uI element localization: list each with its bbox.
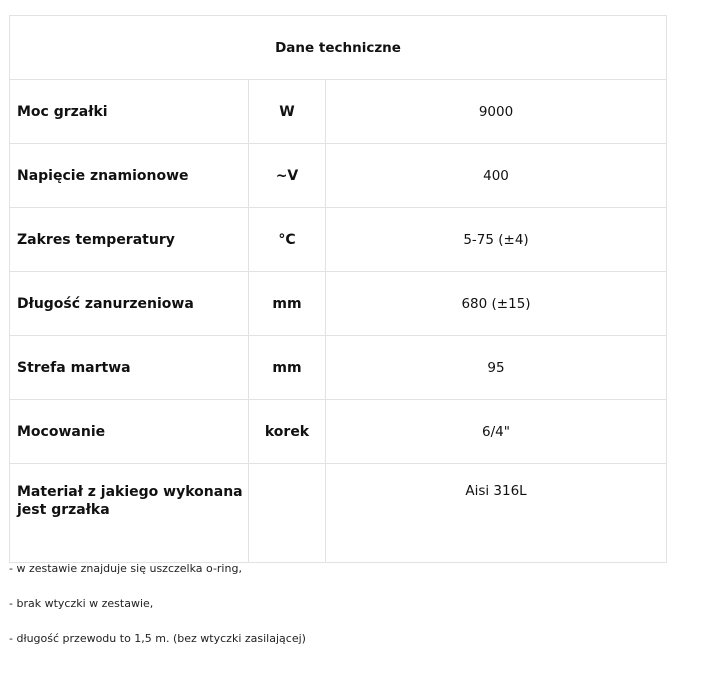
param-value: 9000: [326, 80, 667, 144]
note-item: - brak wtyczki w zestawie,: [9, 597, 154, 610]
param-name: Moc grzałki: [10, 80, 249, 144]
param-value: 6/4": [326, 400, 667, 464]
table-row: [10, 208, 667, 272]
note-item: - długość przewodu to 1,5 m. (bez wtyczki zasilającej): [9, 632, 306, 645]
notes-list: [9, 562, 306, 667]
table-row: [10, 336, 667, 400]
table-title-row: [10, 16, 667, 80]
table-row: [10, 400, 667, 464]
spec-table: [9, 15, 667, 563]
param-value: 5-75 (±4): [326, 208, 667, 272]
table-title: Dane techniczne: [10, 16, 667, 80]
param-name: Długość zanurzeniowa: [10, 272, 249, 336]
param-name: Strefa martwa: [10, 336, 249, 400]
table-row: [10, 272, 667, 336]
param-name: Napięcie znamionowe: [10, 144, 249, 208]
param-value: 680 (±15): [326, 272, 667, 336]
param-unit: korek: [249, 400, 326, 464]
param-value: Aisi 316L: [326, 464, 667, 563]
param-unit: mm: [249, 272, 326, 336]
param-unit: °C: [249, 208, 326, 272]
note-item: - w zestawie znajduje się uszczelka o-ring,: [9, 562, 242, 575]
param-value: 400: [326, 144, 667, 208]
param-unit: mm: [249, 336, 326, 400]
param-value: 95: [326, 336, 667, 400]
param-name: Materiał z jakiego wykonana jest grzałka: [10, 464, 249, 563]
param-name: Zakres temperatury: [10, 208, 249, 272]
param-name: Mocowanie: [10, 400, 249, 464]
param-unit: [249, 464, 326, 563]
table-row: [10, 464, 667, 563]
param-unit: W: [249, 80, 326, 144]
table-row: [10, 144, 667, 208]
table-row: [10, 80, 667, 144]
param-unit: ~V: [249, 144, 326, 208]
